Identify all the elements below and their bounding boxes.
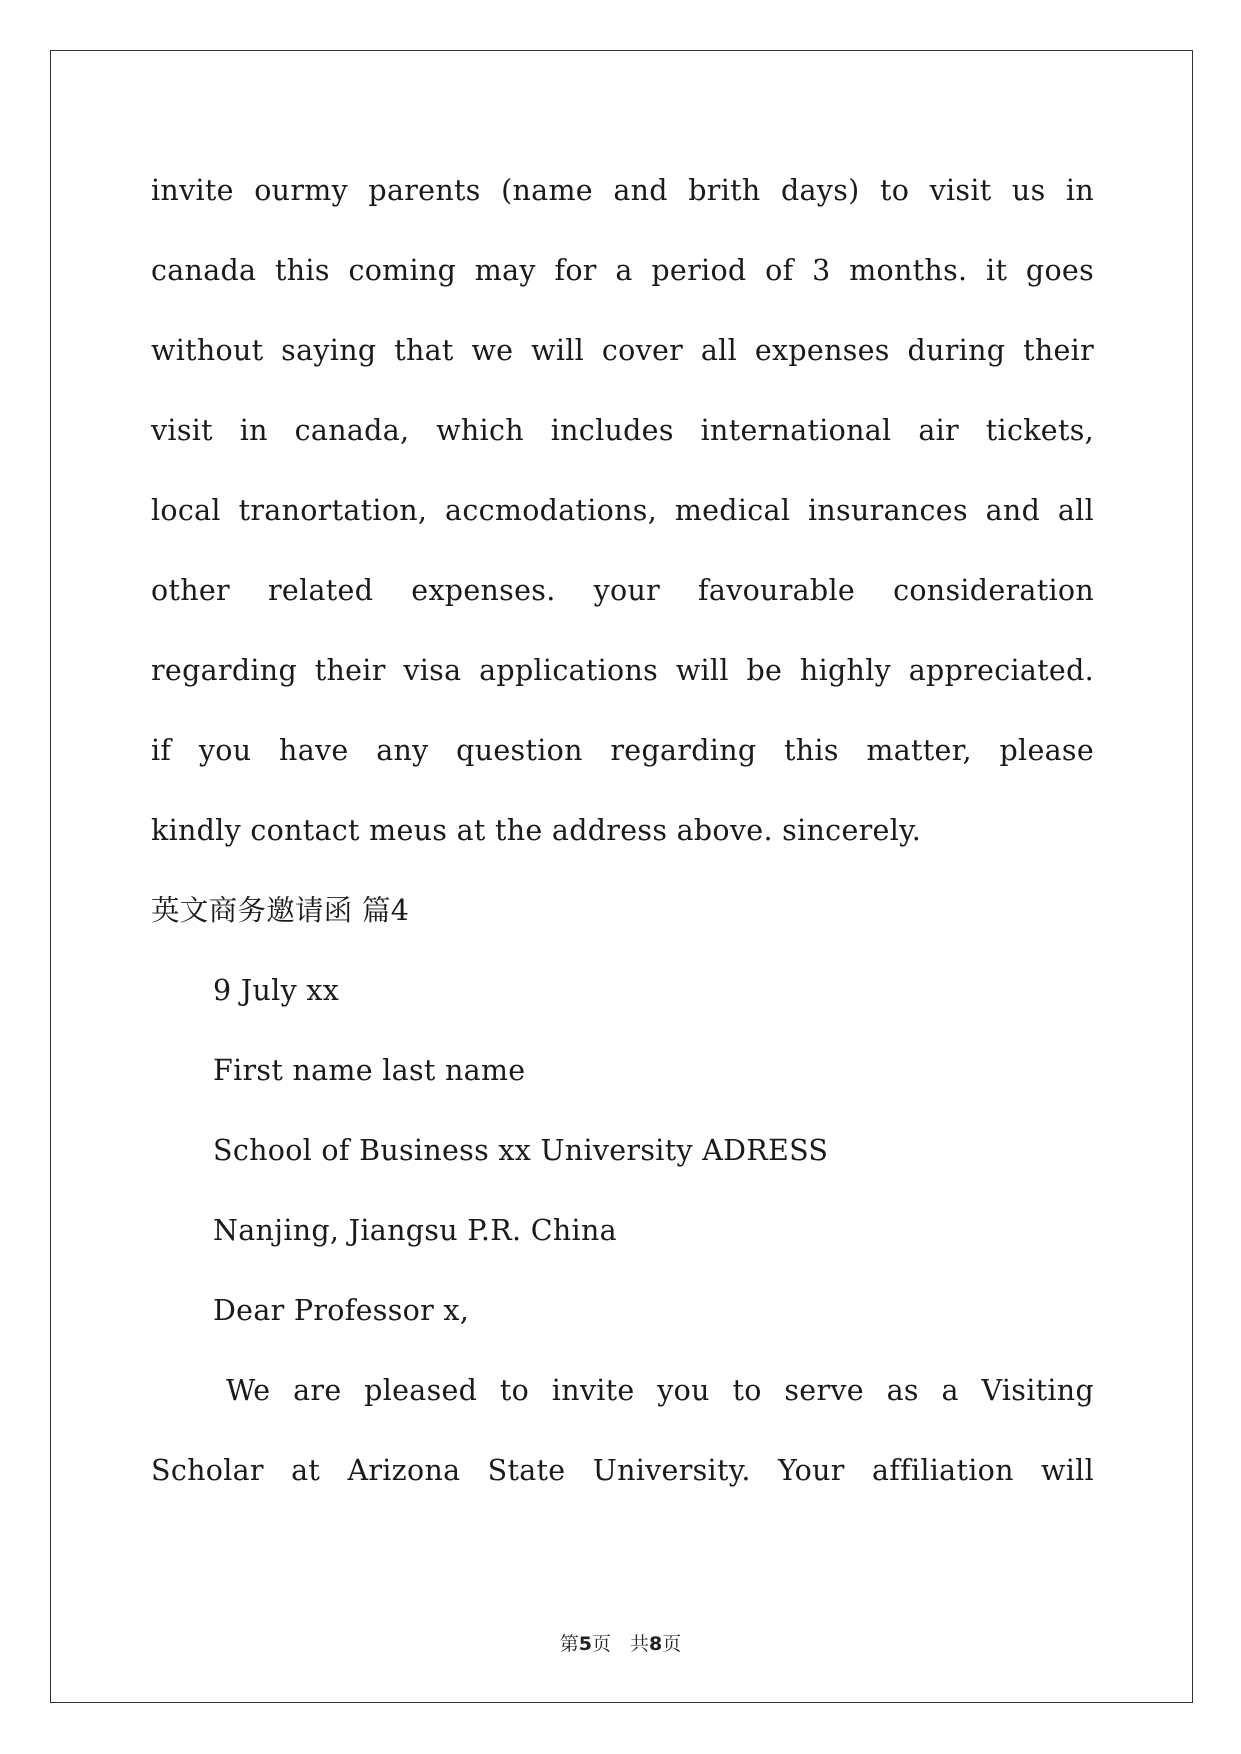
body-line-6: other related expenses. your favourable consideration (151, 574, 1094, 607)
total-page-count: 8 (649, 1633, 663, 1655)
body-line-8: if you have any question regarding this matter, please (151, 734, 1094, 767)
recipient-school: School of Business xx University ADRESS (213, 1134, 829, 1167)
section-heading: 英文商务邀请函 篇4 (151, 894, 410, 927)
current-page-number: 5 (578, 1633, 592, 1655)
footer-prefix: 第 (559, 1633, 579, 1655)
letter-body-line-1: We are pleased to invite you to serve as a Visiting (226, 1374, 1094, 1407)
letter-date: 9 July xx (213, 974, 340, 1007)
body-line-4: visit in canada, which includes international air tickets, (151, 414, 1094, 447)
letter-body-line-2: Scholar at Arizona State University. Your affiliation will (151, 1454, 1094, 1487)
recipient-name: First name last name (213, 1054, 526, 1087)
recipient-city: Nanjing, Jiangsu P.R. China (213, 1214, 617, 1247)
body-line-7: regarding their visa applications will be highly appreciated. (151, 654, 1094, 687)
body-line-9: kindly contact meus at the address above. sincerely. (151, 814, 922, 847)
footer-suffix: 页 (662, 1633, 682, 1655)
footer-mid: 页 共 (591, 1633, 649, 1655)
body-line-2: canada this coming may for a period of 3 months. it goes (151, 254, 1094, 287)
body-line-1: invite ourmy parents (name and brith days) to visit us in (151, 174, 1094, 207)
page-footer (0, 1632, 1241, 1656)
salutation: Dear Professor x, (213, 1294, 470, 1327)
body-line-3: without saying that we will cover all expenses during their (151, 334, 1094, 367)
body-line-5: local tranortation, accmodations, medical insurances and all (151, 494, 1094, 527)
